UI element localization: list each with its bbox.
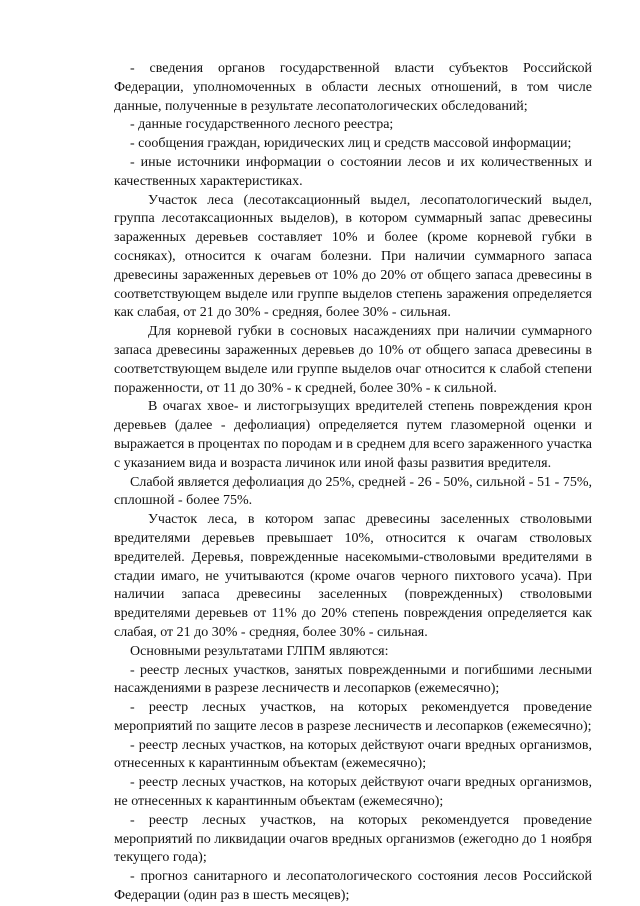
list-item-liquidation-measures-registry: - реестр лесных участков, на которых рекомендуется проведение мероприятий по ликвидации очагов вредных организмов (ежегодно до 1 ноября текущего года); xyxy=(114,812,592,866)
list-item-quarantine-foci-registry: - реестр лесных участков, на которых действуют очаги вредных организмов, отнесенных к карантинным объектам (ежемесячно); xyxy=(114,737,592,772)
list-item-forest-registry: - данные государственного лесного реестра; xyxy=(130,117,394,133)
list-item-non-quarantine-foci-registry: - реестр лесных участков, на которых действуют очаги вредных организмов, не отнесенных к карантинным объектам (ежемесячно); xyxy=(114,775,592,810)
paragraph-root-fungus: Для корневой губки в сосновых насаждениях при наличии суммарного запаса древесины зараженных деревьев до 10% от общего запаса древесины в соответствующем выделе или группе выделов очаг относится к слабой степени пораженности, от 11 до 30% - к средней, более 30% - к сильной. xyxy=(114,324,592,396)
list-item-other-sources: - иные источники информации о состоянии лесов и их количественных и качественных характеристиках. xyxy=(114,154,592,189)
paragraph-defoliation: В очагах хвое- и листогрызущих вредителей степень повреждения крон деревьев (далее - дефолиация) определяется путем глазомерной оценки и выражается в процентах по породам и в среднем для всего зараженного участка с указанием вида и возраста личинок или иной фазы развития вредителя. xyxy=(114,399,592,471)
document-page xyxy=(114,60,592,906)
list-item-citizen-reports: - сообщения граждан, юридических лиц и средств массовой информации; xyxy=(130,136,572,152)
list-item-regional-authorities: - сведения органов государственной власти субъектов Российской Федерации, уполномоченных в области лесных отношений, в том числе данные, полученные в результате лесопатологических обследований; xyxy=(114,61,592,114)
list-item-protection-measures-registry: - реестр лесных участков, на которых рекомендуется проведение мероприятий по защите лесов в разрезе лесничеств и лесопарков (ежемесячно); xyxy=(114,700,592,734)
paragraph-stem-pests: Участок леса, в котором запас древесины заселенных стволовыми вредителями деревьев превышает 10%, относится к очагам стволовых вредителей. Деревья, поврежденные насекомыми-стволовыми вредителями в стадии имаго, не учитываются (кроме очагов черного пихтового усача). При наличии запаса древесины заселенных (поврежденных) стволовыми вредителями деревьев от 11% до 20% степень повреждения определяется как слабая, от 21 до 30% - средняя, более 30% - сильная. xyxy=(114,512,592,640)
list-item-damaged-stands-registry: - реестр лесных участков, занятых поврежденными и погибшими лесными насаждениями в разрезе лесничеств и лесопарков (ежемесячно); xyxy=(114,662,592,697)
list-item-sanitary-forecast: - прогноз санитарного и лесопатологического состояния лесов Российской Федерации (один раз в шесть месяцев); xyxy=(114,869,592,904)
paragraph-defoliation-levels: Слабой является дефолиация до 25%, средней - 26 - 50%, сильной - 51 - 75%, сплошной - более 75%. xyxy=(114,474,592,509)
paragraph-main-results-heading: Основными результатами ГЛПМ являются: xyxy=(130,643,389,659)
paragraph-disease-foci: Участок леса (лесотаксационный выдел, лесопатологический выдел, группа лесотаксационных выделов), в котором суммарный запас древесины зараженных деревьев составляет 10% и более (кроме корневой губки в сосняках), относится к очагам болезни. При наличии суммарного запаса древесины зараженных деревьев от 10% до 20% от общего запаса древесины в соответствующем выделе или группе выделов степень заражения определяется как слабая, от 21 до 30% - средняя, более 30% - сильная. xyxy=(114,192,592,321)
